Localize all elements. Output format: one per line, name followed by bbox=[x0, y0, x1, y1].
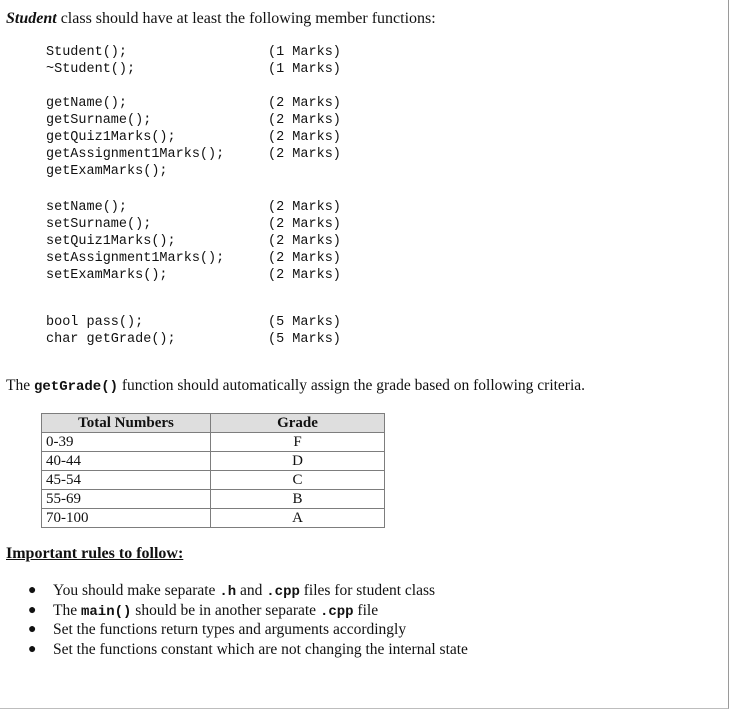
function-marks: (2 Marks) bbox=[268, 113, 341, 128]
function-signature: setQuiz1Marks(); bbox=[46, 234, 176, 249]
function-marks: (2 Marks) bbox=[268, 234, 341, 249]
table-row bbox=[42, 433, 385, 452]
list-item bbox=[28, 601, 468, 621]
function-signature: bool pass(); bbox=[46, 315, 144, 330]
function-signature: char getGrade(); bbox=[46, 332, 176, 347]
list-item bbox=[28, 620, 468, 640]
grade-cell: F bbox=[211, 433, 385, 452]
rule-code: .h bbox=[219, 584, 237, 600]
table-row bbox=[42, 509, 385, 528]
bullet-icon: ● bbox=[28, 622, 37, 637]
rule-text: file bbox=[353, 601, 379, 619]
code-row bbox=[46, 61, 341, 78]
rule-text: Set the functions constant which are not changing the internal state bbox=[53, 640, 468, 658]
table-row bbox=[42, 490, 385, 509]
code-row bbox=[46, 250, 341, 267]
range-cell: 40-44 bbox=[42, 452, 211, 471]
function-signature: getSurname(); bbox=[46, 113, 152, 128]
bullet-icon: ● bbox=[28, 583, 37, 598]
bullet-icon: ● bbox=[28, 602, 37, 618]
getgrade-post-text: function should automatically assign the grade based on following criteria. bbox=[118, 377, 586, 394]
rule-code: .cpp bbox=[319, 603, 354, 620]
rules-heading: Important rules to follow: bbox=[6, 545, 184, 562]
function-signature: setName(); bbox=[46, 200, 128, 215]
rule-code: main() bbox=[80, 603, 132, 620]
function-marks: (1 Marks) bbox=[268, 45, 341, 60]
rule-text: should be in another separate bbox=[131, 601, 320, 619]
function-marks: (2 Marks) bbox=[268, 96, 341, 111]
function-marks: (2 Marks) bbox=[268, 130, 341, 145]
range-cell: 70-100 bbox=[42, 509, 211, 528]
function-marks: (2 Marks) bbox=[268, 200, 341, 215]
grade-criteria-table bbox=[41, 413, 385, 528]
intro-text: class should have at least the following member functions: bbox=[56, 10, 436, 27]
code-row bbox=[46, 44, 341, 61]
range-cell: 0-39 bbox=[42, 433, 211, 452]
code-row bbox=[46, 95, 341, 112]
function-signature: setSurname(); bbox=[46, 217, 152, 232]
rule-text: and bbox=[236, 582, 267, 599]
code-row bbox=[46, 233, 341, 250]
code-row bbox=[46, 163, 341, 180]
getgrade-code: getGrade() bbox=[33, 379, 118, 395]
rule-text: The bbox=[53, 601, 81, 619]
code-block-constructors bbox=[46, 44, 341, 78]
code-row bbox=[46, 199, 341, 216]
code-row bbox=[46, 331, 341, 348]
function-signature: getExamMarks(); bbox=[46, 164, 168, 179]
class-name: Student bbox=[6, 10, 57, 27]
function-signature: Student(); bbox=[46, 45, 128, 60]
getgrade-pre-text: The bbox=[6, 377, 34, 394]
code-row bbox=[46, 314, 341, 331]
code-row bbox=[46, 146, 341, 163]
function-marks: (2 Marks) bbox=[268, 268, 341, 283]
grade-cell: C bbox=[211, 471, 385, 490]
intro-line bbox=[6, 10, 436, 28]
getgrade-description bbox=[6, 377, 585, 395]
grade-cell: D bbox=[211, 452, 385, 471]
rule-text: Set the functions return types and arguments accordingly bbox=[53, 621, 407, 638]
bullet-icon: ● bbox=[28, 641, 37, 657]
code-row bbox=[46, 216, 341, 233]
column-header-grade: Grade bbox=[211, 414, 385, 433]
rules-list bbox=[28, 581, 468, 659]
function-signature: getAssignment1Marks(); bbox=[46, 147, 225, 162]
list-item bbox=[28, 640, 468, 660]
function-marks: (5 Marks) bbox=[268, 332, 341, 347]
code-block-getters bbox=[46, 95, 341, 180]
table-header-row bbox=[42, 414, 385, 433]
function-signature: getQuiz1Marks(); bbox=[46, 130, 176, 145]
range-cell: 55-69 bbox=[42, 490, 211, 509]
code-row bbox=[46, 112, 341, 129]
code-block-grading bbox=[46, 314, 341, 348]
code-row bbox=[46, 129, 341, 146]
range-cell: 45-54 bbox=[42, 471, 211, 490]
list-item bbox=[28, 581, 468, 601]
function-signature: setAssignment1Marks(); bbox=[46, 251, 225, 266]
table-row bbox=[42, 471, 385, 490]
function-marks: (2 Marks) bbox=[268, 217, 341, 232]
function-marks: (1 Marks) bbox=[268, 62, 341, 77]
table-row bbox=[42, 452, 385, 471]
function-signature: setExamMarks(); bbox=[46, 268, 168, 283]
grade-cell: B bbox=[211, 490, 385, 509]
function-marks: (2 Marks) bbox=[268, 251, 341, 266]
rule-code: .cpp bbox=[266, 584, 300, 600]
function-signature: getName(); bbox=[46, 96, 128, 111]
rule-text: You should make separate bbox=[53, 582, 220, 599]
function-signature: ~Student(); bbox=[46, 62, 136, 77]
rule-text: files for student class bbox=[299, 582, 436, 599]
function-marks: (5 Marks) bbox=[268, 315, 341, 330]
code-block-setters bbox=[46, 199, 341, 284]
function-marks: (2 Marks) bbox=[268, 147, 341, 162]
column-header-total-numbers: Total Numbers bbox=[42, 414, 211, 433]
grade-cell: A bbox=[211, 509, 385, 528]
code-row bbox=[46, 267, 341, 284]
